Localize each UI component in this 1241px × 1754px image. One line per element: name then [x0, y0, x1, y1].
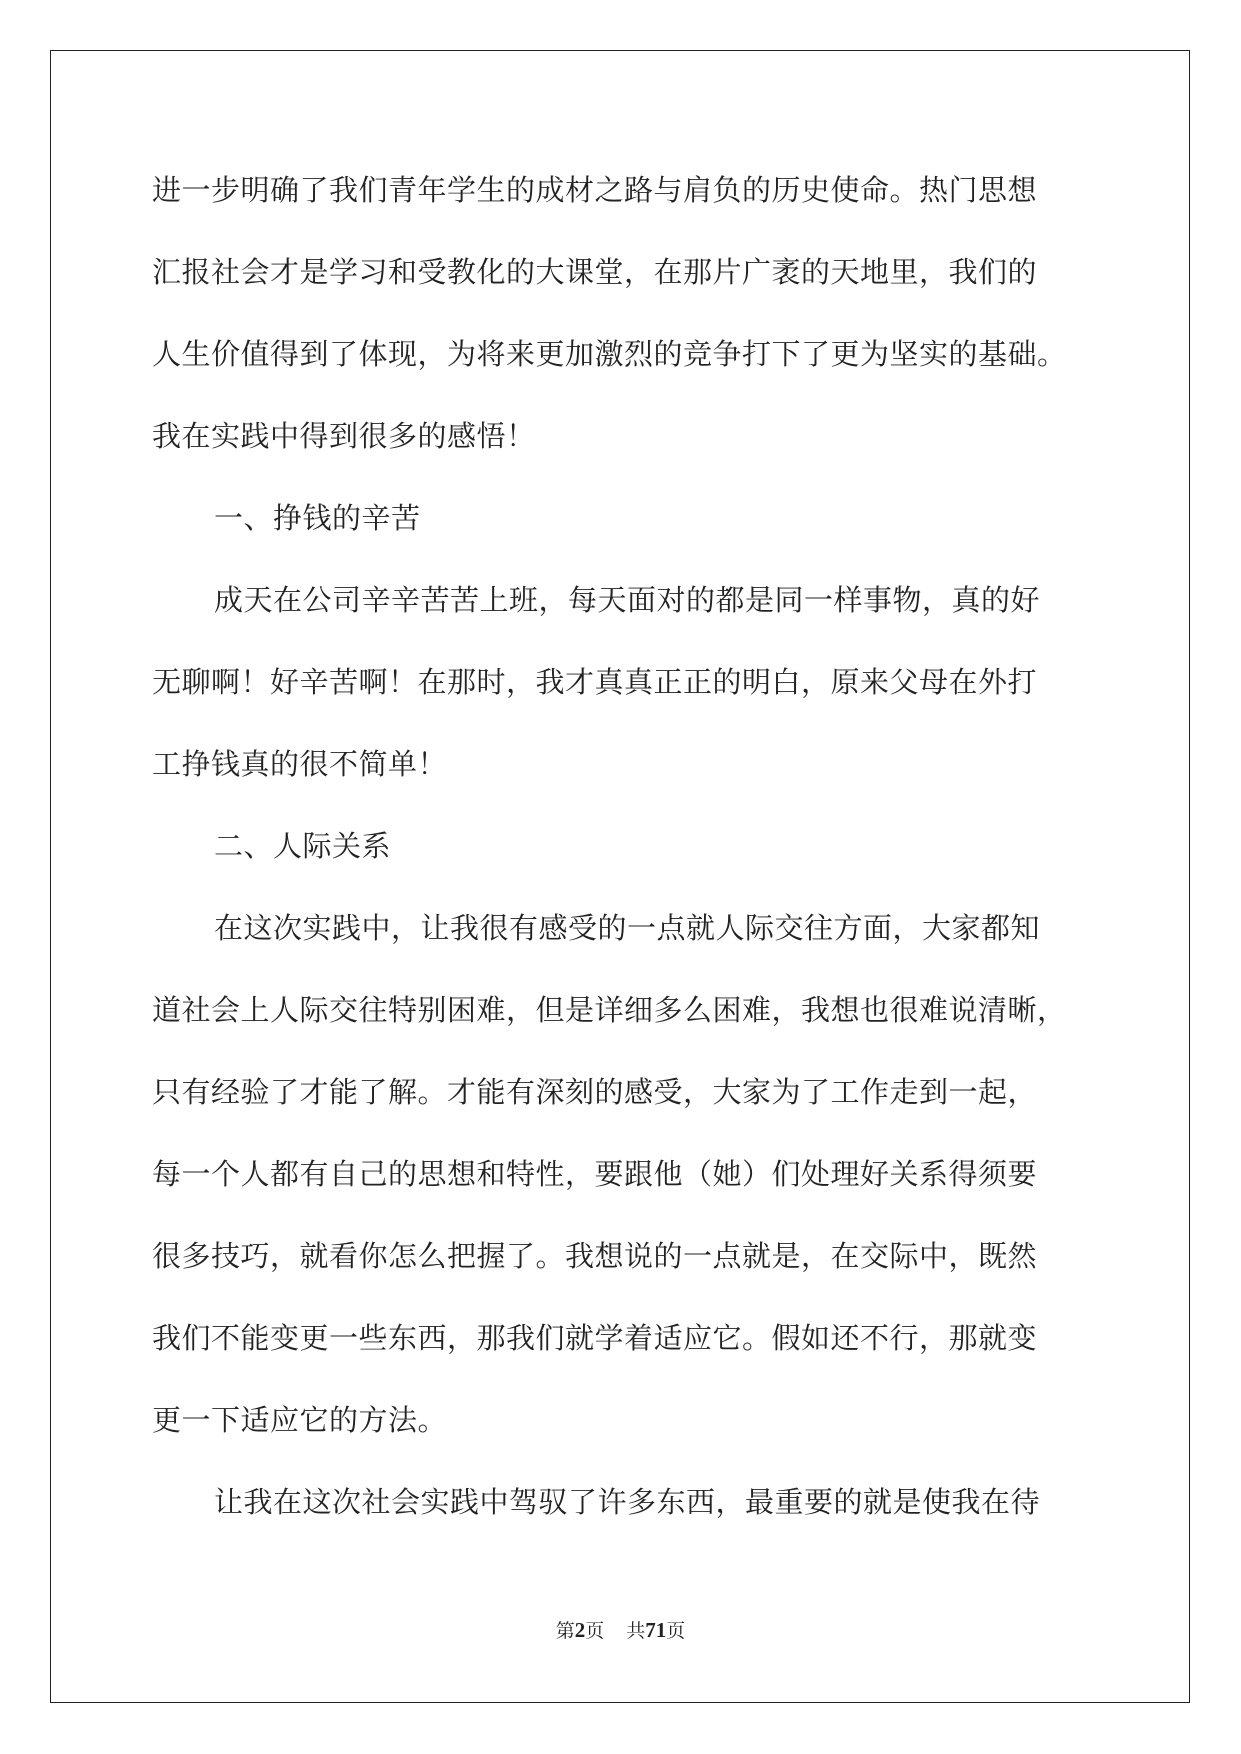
total-prefix: 共: [626, 1621, 646, 1642]
total-pages: 71: [645, 1618, 667, 1642]
text-line: 工挣钱真的很不简单！: [152, 747, 448, 781]
text-line: 让我在这次社会实践中驾驭了许多东西，最重要的就是使我在待: [214, 1485, 1041, 1519]
text-line: 无聊啊！好辛苦啊！在那时，我才真真正正的明白，原来父母在外打: [152, 665, 1038, 699]
text-line: 更一下适应它的方法。: [152, 1403, 448, 1437]
text-line: 我在实践中得到很多的感悟！: [152, 419, 536, 453]
text-line: 很多技巧，就看你怎么把握了。我想说的一点就是，在交际中，既然: [152, 1239, 1038, 1273]
section-heading-relationships: 二、人际关系: [214, 829, 392, 863]
document-body: [152, 160, 1112, 1554]
text-line: 每一个人都有自己的思想和特性，要跟他（她）们处理好关系得须要: [152, 1157, 1038, 1191]
text-line: 我们不能变更一些东西，那我们就学着适应它。假如还不行，那就变: [152, 1321, 1038, 1355]
text-line: 成天在公司辛辛苦苦上班，每天面对的都是同一样事物，真的好: [214, 583, 1041, 617]
section-heading-earning: 一、挣钱的辛苦: [214, 501, 421, 535]
total-suffix: 页: [666, 1621, 686, 1642]
text-line: 道社会上人际交往特别困难，但是详细多么困难，我想也很难说清晰，: [152, 993, 1067, 1027]
page-suffix: 页: [585, 1621, 605, 1642]
page-prefix: 第: [555, 1621, 575, 1642]
text-line: 进一步明确了我们青年学生的成材之路与肩负的历史使命。热门思想: [152, 173, 1038, 207]
page-number: 2: [574, 1618, 586, 1642]
page-footer: [0, 1616, 1241, 1643]
text-line: 在这次实践中，让我很有感受的一点就人际交往方面，大家都知: [214, 911, 1041, 945]
text-line: 汇报社会才是学习和受教化的大课堂，在那片广袤的天地里，我们的: [152, 255, 1038, 289]
text-line: 只有经验了才能了解。才能有深刻的感受，大家为了工作走到一起，: [152, 1075, 1038, 1109]
text-line: 人生价值得到了体现，为将来更加激烈的竞争打下了更为坚实的基础。: [152, 337, 1067, 371]
